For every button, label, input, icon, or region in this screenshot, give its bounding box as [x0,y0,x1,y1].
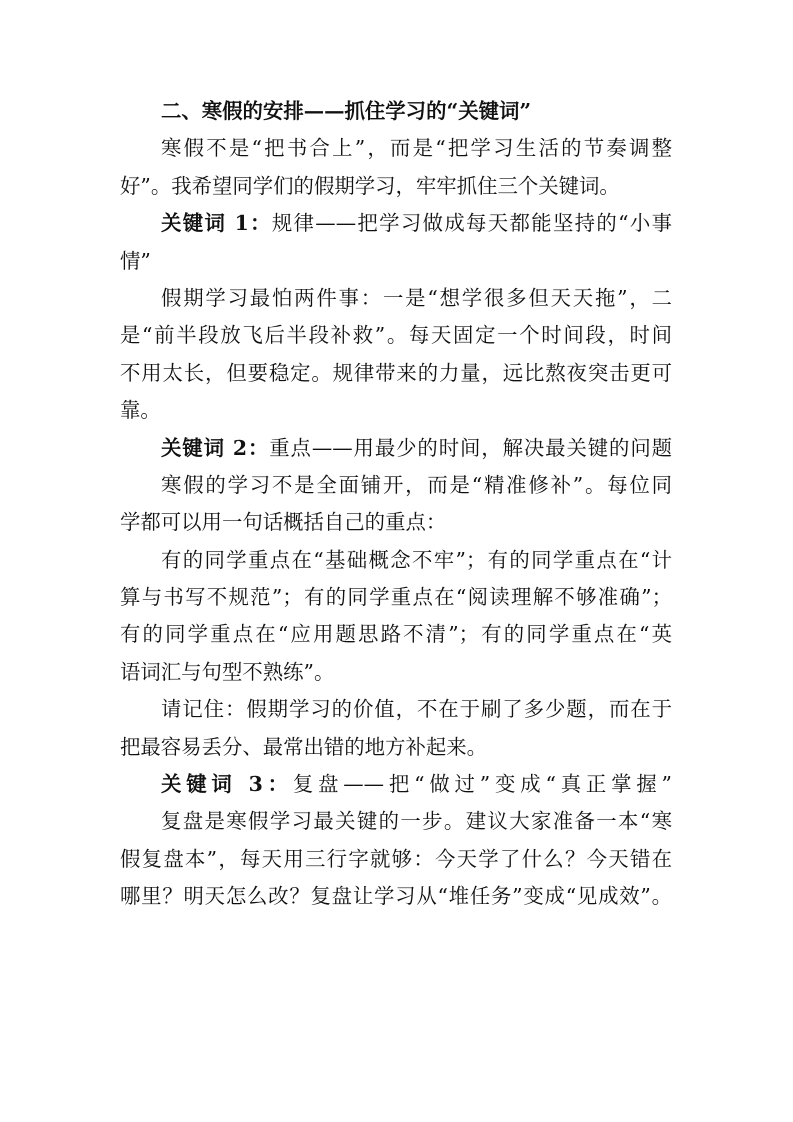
keyword-2-paragraph-line: 语词汇与句型不熟练”。 [120,659,335,684]
keyword-3-paragraph-line: 复盘是寒假学习最关键的一步。建议大家准备一本“寒 [161,809,672,834]
keyword-1-title-text: 规律——把学习做成每天都能坚持的“小事 [271,211,672,236]
keyword-1-paragraph-line: 是“前半段放飞后半段补救”。每天固定一个时间段，时间 [120,323,672,348]
keyword-3-paragraph-line: 假复盘本”，每天用三行字就够：今天学了什么？今天错在 [120,846,672,871]
keyword-3-title-text: 复盘——把“做过”变成“真正掌握” [292,772,672,797]
keyword-3-title [120,766,672,803]
keyword-2-label: 关键词 2： [161,435,270,460]
keyword-1-label: 关键词 1： [161,211,272,236]
keyword-1-title [120,205,672,242]
keyword-2-paragraph-line: 请记住：假期学习的价值，不在于刷了多少题，而在于 [161,697,672,722]
keyword-1-paragraph-line: 假期学习最怕两件事：一是“想学很多但天天拖”，二 [161,285,672,310]
keyword-3-paragraph-line: 哪里？明天怎么改？复盘让学习从“堆任务”变成“见成效”。 [120,884,672,909]
intro-line: 寒假不是“把书合上”，而是“把学习生活的节奏调整 [161,136,672,161]
keyword-1-title-continued: 情” [120,248,151,273]
keyword-2-paragraph-line: 算与书写不规范”；有的同学重点在“阅读理解不够准确”； [120,585,672,610]
keyword-1-paragraph-line: 不用太长，但要稳定。规律带来的力量，远比熬夜突击更可 [120,360,672,385]
document-body [120,93,672,916]
keyword-2-paragraph-line: 寒假的学习不是全面铺开，而是“精准修补”。每位同 [161,472,672,497]
keyword-3-label: 关键词 3： [161,772,293,797]
keyword-2-paragraph-line: 有的同学重点在“基础概念不牢”；有的同学重点在“计 [161,547,672,572]
keyword-2-paragraph-line: 学都可以用一句话概括自己的重点： [120,510,447,535]
section-heading: 二、寒假的安排——抓住学习的“关键词” [161,99,532,123]
keyword-2-paragraph-line: 有的同学重点在“应用题思路不清”；有的同学重点在“英 [120,622,672,647]
keyword-2-title-text: 重点——用最少的时间，解决最关键的问题 [269,435,672,460]
keyword-2-title [120,430,672,467]
keyword-1-paragraph-line: 靠。 [120,398,161,423]
intro-line: 好”。我希望同学们的假期学习，牢牢抓住三个关键词。 [120,173,620,198]
keyword-2-paragraph-line: 把最容易丢分、最常出错的地方补起来。 [120,734,488,759]
